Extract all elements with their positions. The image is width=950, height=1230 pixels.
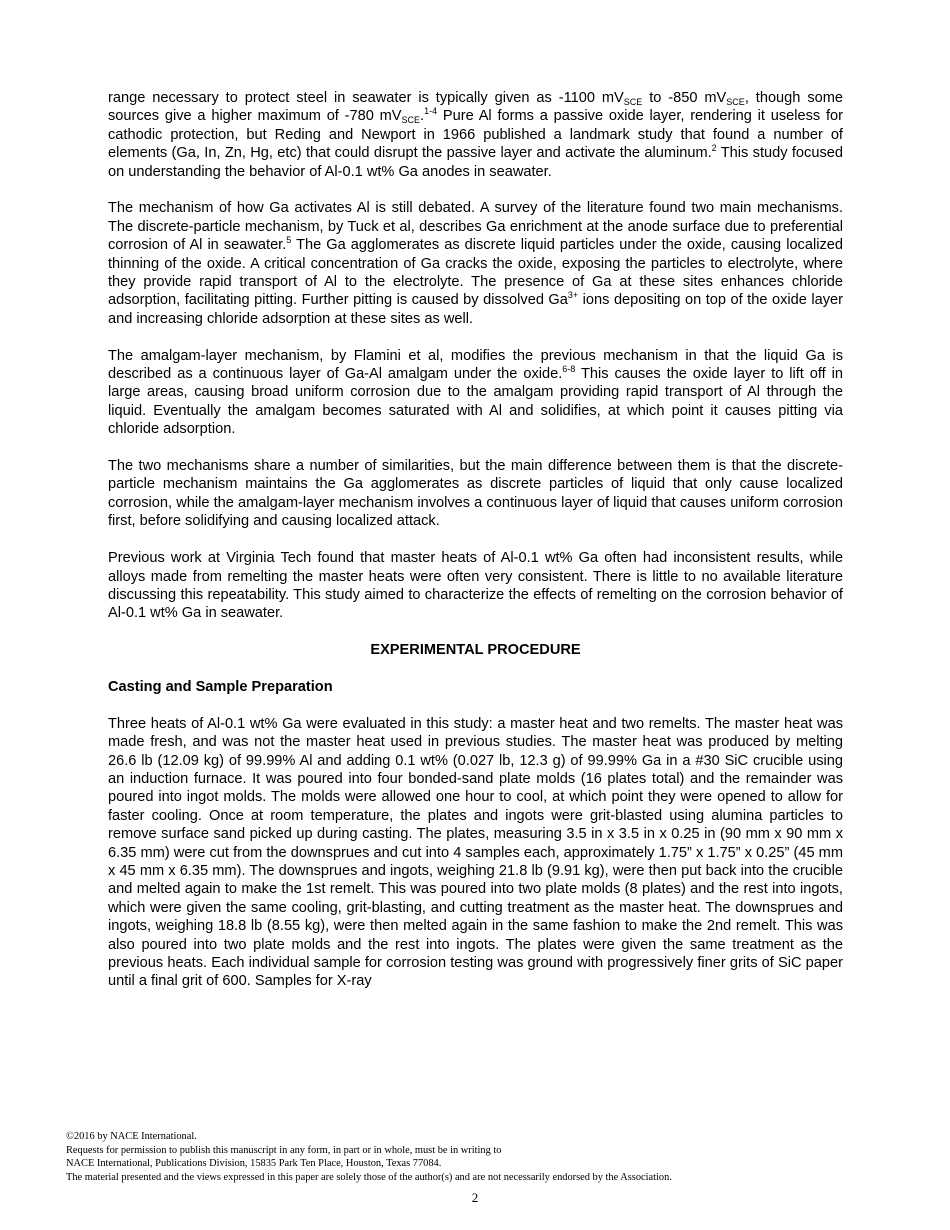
paragraph-mechanism-amalgam: The amalgam-layer mechanism, by Flamini et al, modifies the previous mechanism in that the liquid Ga is described as a continuous layer of Ga-Al amalgam under the oxide.$^{6-8}$ This causes the oxide layer to lift off in large areas, causing broad uniform corrosion due to the amalgam providing rapid transport of Al through the liquid. Eventually the amalgam becomes saturated with Al and solidifies, at which point it causes pitting via chloride adsorption. bbox=[108, 347, 844, 438]
copyright-footer bbox=[66, 1130, 886, 1184]
paragraph-mechanism-comparison: The two mechanisms share a number of similarities, but the main difference between them is that the discrete-particle mechanism maintains the Ga agglomerates as discrete particles of liquid that only cause localized corrosion, while the amalgam-layer mechanism involves a continuous layer of liquid that causes uniform corrosion first, before solidifying and causing localized attack. bbox=[108, 458, 843, 530]
citation: 1-4 bbox=[424, 106, 438, 117]
paragraph-cathodic-range: range necessary to protect steel in seawater is typically given as -1100 $mV_{SCE}$ to -850 $mV_{SCE}$, though some sources give a higher maximum of -780 $mV_{SCE}.^{1-4}$ Pure Al forms a passive oxide layer, rendering it useless for cathodic protection, but Reding and Newport in 1966 published a landmark study that found a number of elements (Ga, In, Zn, Hg, etc) that could disrupt the passive layer and activate the aluminum.$^2$ This study focused on understanding the behavior of Al-0.1 wt% Ga anodes in seawater. bbox=[108, 90, 844, 180]
paragraph-casting: Three heats of Al-0.1 wt% Ga were evaluated in this study: a master heat and two remelts. The master heat was made fresh, and was not the master heat used in previous studies. The master heat was produced by melting 26.6 lb (12.09 kg) of 99.99% Al and adding 0.1 wt% (0.027 lb, 12.3 g) of 99.99% Ga in a #30 SiC crucible using an induction furnace. It was poured into four bonded-sand plate molds (16 plates total) and the remainder was poured into ingot molds. The molds were allowed one hour to cool, at which point they were opened to allow for faster cooling. Once at room temperature, the plates and ingots were grit-blasted using alumina particles to remove surface sand picked up during casting. The plates, measuring 3.5 in x 3.5 in x 0.25 in (90 mm x 90 mm x 6.35 mm) were cut from the downsprues and cut into 4 samples each, approximately 1.75” x 1.75” x 0.25” (45 mm x 45 mm x 6.35 mm). The downsprues and ingots, weighing 21.8 lb (9.91 kg), were then put back into the crucible and melted again to make the 1st remelt. This was poured into two plate molds (8 plates) and the rest into ingots, which were given the same cooling, grit-blasting, and cutting treatment as the master heat. The downsprues and ingots, weighing 18.8 lb (8.55 kg), were then melted again in the same fashion to make the 2nd remelt. This was also poured into two plate molds and the rest into ingots. The plates were given the same treatment as the previous heats. Each individual sample for corrosion testing was ground with progressively finer grits of SiC paper until a final grit of 600. Samples for X-ray bbox=[108, 715, 843, 990]
footer-permission: Requests for permission to publish this manuscript in any form, in part or in whole, must be in writing to bbox=[66, 1144, 502, 1156]
section-heading: EXPERIMENTAL PROCEDURE bbox=[370, 642, 581, 659]
citation: 6-8 bbox=[562, 364, 576, 375]
subsection-heading: Casting and Sample Preparation bbox=[108, 678, 333, 695]
footer-copyright: ©2016 by NACE International. bbox=[66, 1131, 197, 1142]
citation: 5 bbox=[286, 235, 292, 246]
footer-address: NACE International, Publications Division, 15835 Park Ten Place, Houston, Texas 77084. bbox=[66, 1158, 442, 1170]
paragraph-previous-work: Previous work at Virginia Tech found that master heats of Al-0.1 wt% Ga often had inconsistent results, while alloys made from remelting the master heats were often very consistent. There is little to no available literature discussing this repeatability. This study aimed to characterize the effects of remelting on the corrosion behavior of Al-0.1 wt% Ga in seawater. bbox=[108, 550, 843, 622]
paragraph-mechanism-discrete: The mechanism of how Ga activates Al is still debated. A survey of the literature found two main mechanisms. The discrete-particle mechanism, by Tuck et al, describes Ga enrichment at the anode surface due to preferential corrosion of Al in seawater.$^5$ The Ga agglomerates as discrete liquid particles under the oxide, causing localized thinning of the oxide. A critical concentration of Ga cracks the oxide, exposing the particles to electrolyte, where they provide rapid transport of Al to the electrolyte. The presence of Ga at these sites enhances chloride adsorption, facilitating pitting. Further pitting is caused by dissolved $Ga^{3+}$ ions depositing on top of the oxide layer and increasing chloride adsorption at these sites as well. bbox=[108, 200, 843, 327]
body-text bbox=[108, 89, 843, 1009]
citation: 2 bbox=[711, 143, 717, 154]
footer-disclaimer: The material presented and the views expressed in this paper are solely those of the author(s) and are not necessarily endorsed by the Association. bbox=[66, 1171, 672, 1183]
page-number: 2 bbox=[471, 1190, 479, 1205]
